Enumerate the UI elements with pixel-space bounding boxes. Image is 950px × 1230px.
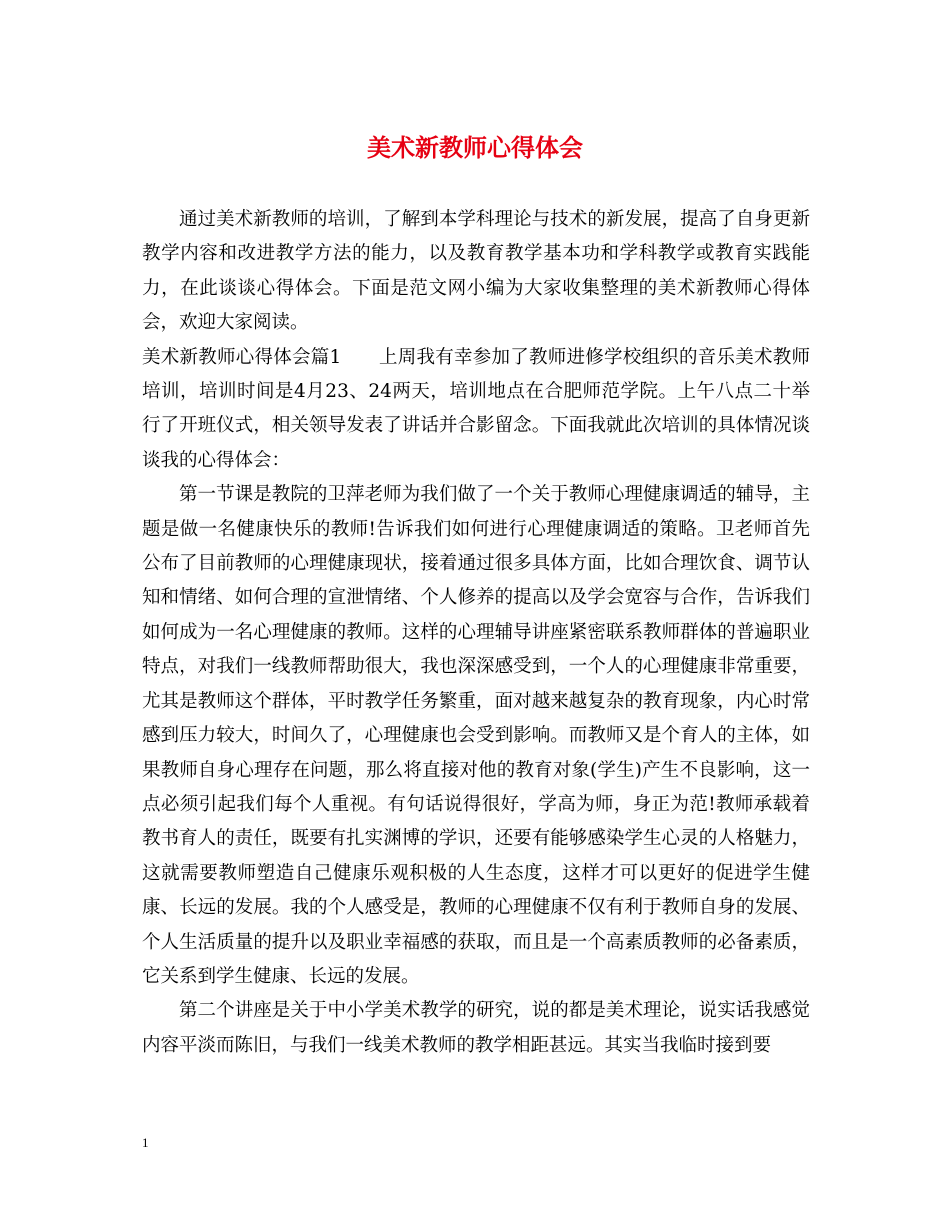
- document-body: [142, 203, 810, 1063]
- paragraph-section-1: 美术新教师心得体会篇1 上周我有幸参加了教师进修学校组织的音乐美术教师培训，培训时间是4月23、24两天，培训地点在合肥师范学院。上午八点二十举行了开班仪式，相关领导发表了讲话并合影留念。下面我就此次培训的具体情况谈谈我的心得体会：: [142, 346, 810, 471]
- paragraph-lecture-2: 第二个讲座是关于中小学美术教学的研究，说的都是美术理论，说实话我感觉内容平淡而陈旧，与我们一线美术教师的教学相距甚远。其实当我临时接到要: [142, 1000, 810, 1056]
- page-number: 1: [142, 1135, 149, 1150]
- paragraph-lecture-1: 第一节课是教院的卫萍老师为我们做了一个关于教师心理健康调适的辅导，主题是做一名健康快乐的教师!告诉我们如何进行心理健康调适的策略。卫老师首先公布了目前教师的心理健康现状，接着通过很多具体方面，比如合理饮食、调节认知和情绪、如何合理的宣泄情绪、个人修养的提高以及学会宽容与合作，告诉我们如何成为一名心理健康的教师。这样的心理辅导讲座紧密联系教师群体的普遍职业特点，对我们一线教师帮助很大，我也深深感受到，一个人的心理健康非常重要，尤其是教师这个群体，平时教学任务繁重，面对越来越复杂的教育现象，内心时常感到压力较大，时间久了，心理健康也会受到影响。而教师又是个育人的主体，如果教师自身心理存在问题，那么将直接对他的教育对象(学生)产生不良影响，这一点必须引起我们每个人重视。有句话说得很好，学高为师，身正为范!教师承载着教书育人的责任，既要有扎实渊博的学识，还要有能够感染学生心灵的人格魅力，这就需要教师塑造自己健康乐观积极的人生态度，这样才可以更好的促进学生健康、长远的发展。我的个人感受是，教师的心理健康不仅有利于教师自身的发展、个人生活质量的提升以及职业幸福感的获取，而且是一个高素质教师的必备素质，它关系到学生健康、长远的发展。: [142, 484, 810, 987]
- document-title: 美术新教师心得体会: [367, 133, 583, 162]
- paragraph-intro: 通过美术新教师的培训，了解到本学科理论与技术的新发展，提高了自身更新教学内容和改进教学方法的能力，以及教育教学基本功和学科教学或教育实践能力，在此谈谈心得体会。下面是范文网小编为大家收集整理的美术新教师心得体会，欢迎大家阅读。: [142, 209, 810, 334]
